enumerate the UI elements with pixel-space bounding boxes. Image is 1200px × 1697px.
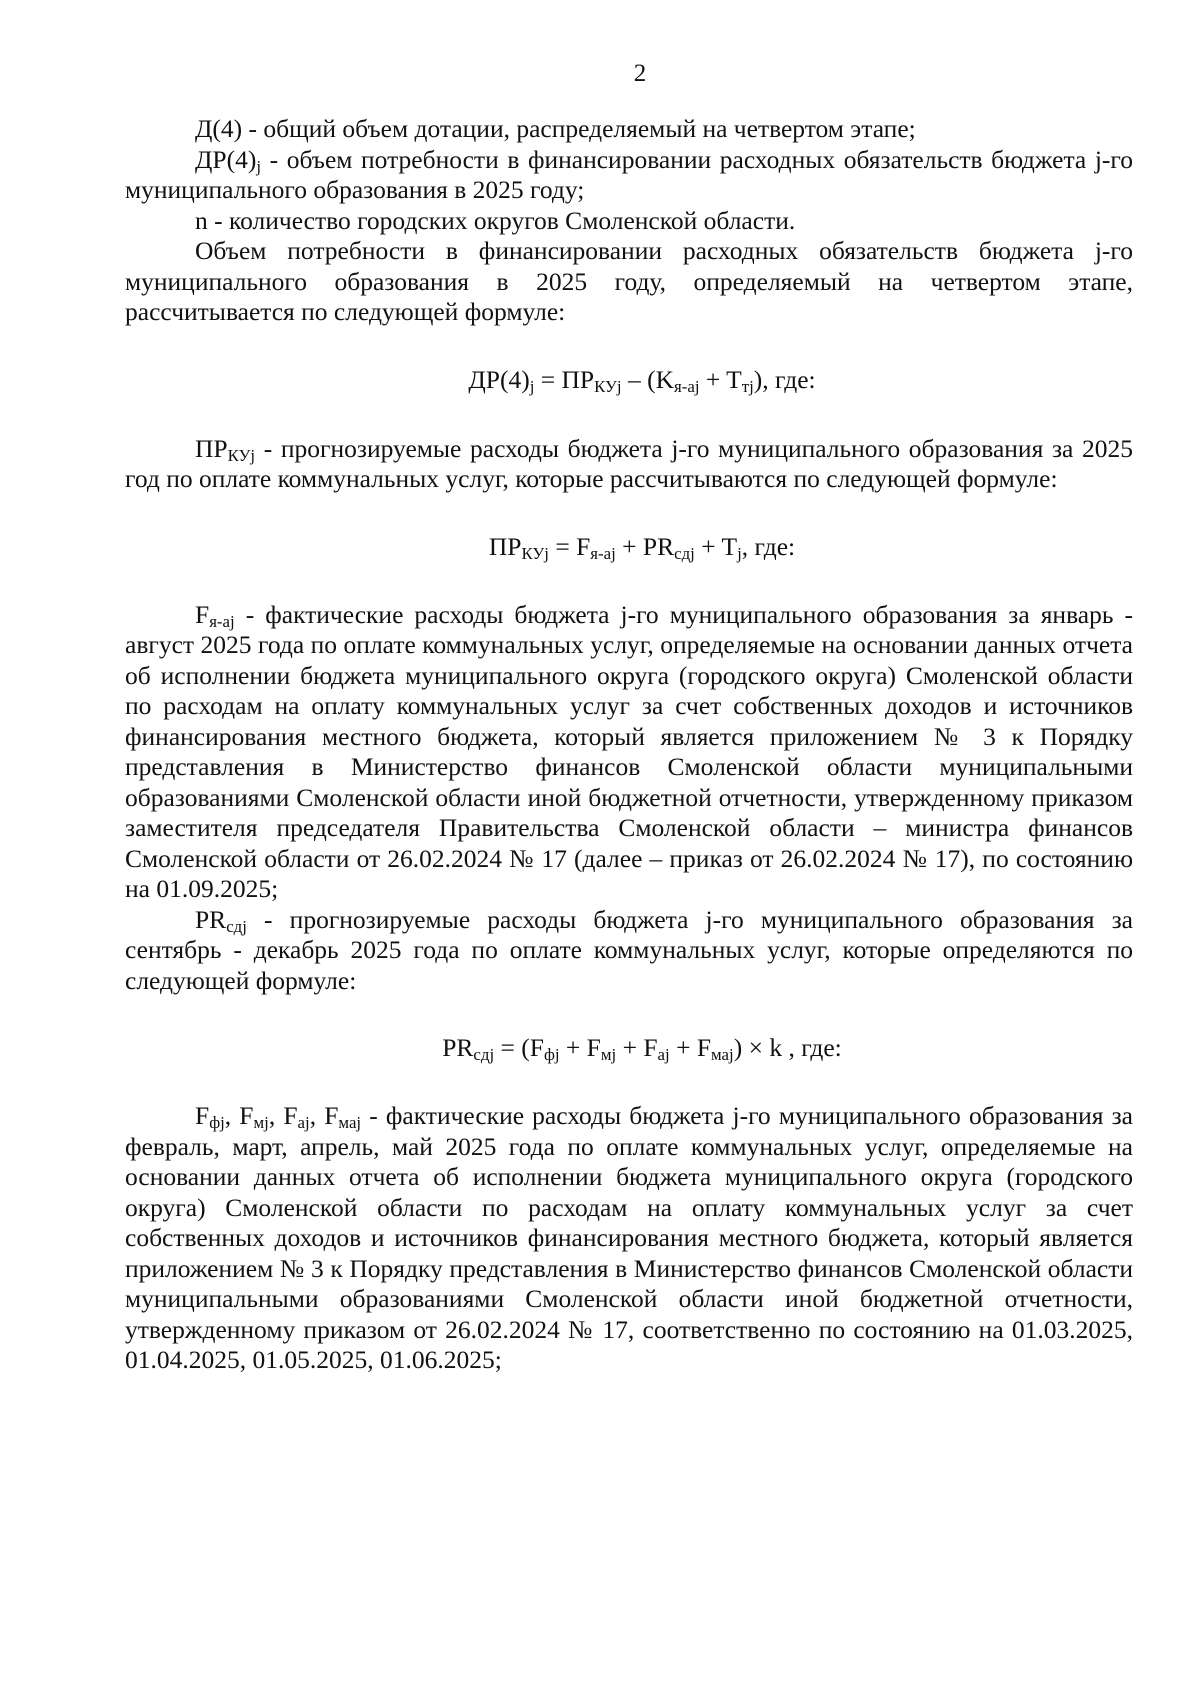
formula-prkuj: $ПР_{КУj} = F_{я-aj} + PR_{сдj} + T_j$, где: — [488, 531, 796, 563]
paragraph-f-monthly: $F_{фj}$, $F_{мj}$, $F_{aj}$, $F_{маj}$ - фактические расходы бюджета j-го муниципального образования за февраль, март, апрель, май 2025 года по оплате коммунальных услуг, определяемые на основании данных отчета об исполнении бюджета муниципального округа (городского округа) Смоленской области по расходам на оплату коммунальных услуг за счет собственных доходов и источников финансирования местного бюджета, который является приложением № 3 к Порядку представления в Министерство финансов Смоленской области муниципальными образованиями Смоленской области иной бюджетной отчетности, утвержденному приказом от 26.02.2024 № 17, соответственно по состоянию на 01.03.2025, 01.04.2025, 01.05.2025, 01.06.2025; — [125, 1101, 1134, 1374]
paragraph-n: n - количество городских округов Смоленской области. — [195, 205, 796, 235]
page-number: 2 — [633, 60, 647, 87]
paragraph-d4: Д(4) - общий объем дотации, распределяемый на четвертом этапе; — [195, 114, 916, 143]
paragraph-intro-formula1: Объем потребности в финансировании расходных обязательств бюджета j-го муниципального образования в 2025 году, определяемый на четвертом этапе, рассчитывается по следующей формуле: — [125, 236, 1133, 326]
paragraph-f-yaaj: $F_{я-aj}$ - фактические расходы бюджета j-го муниципального образования за январь - август 2025 года по оплате коммунальных услуг, определяемые на основании данных отчета об исполнении бюджета муниципального округа (городского округа) Смоленской области по расходам на оплату коммунальных услуг за счет собственных доходов и источников финансирования местного бюджета, который является приложением № 3 к Порядку представления в Министерство финансов Смоленской области муниципальными образованиями Смоленской области иной бюджетной отчетности, утвержденному приказом заместителя председателя Правительства Смоленской области – министра финансов Смоленской области от 26.02.2024 № 17 (далее – приказ от 26.02.2024 № 17), по состоянию на 01.09.2025; — [125, 599, 1133, 903]
formula-prsdj: $PR_{сдj} = (F_{фj} + F_{мj} + F_{aj} + F_{маj}) \times k$ , где: — [442, 1033, 842, 1065]
paragraph-prkuj: $ПР_{КУj}$ - прогнозируемые расходы бюджета j-го муниципального образования за 2025 год по оплате коммунальных услуг, которые рассчитываются по следующей формуле: — [125, 433, 1133, 493]
paragraph-prsdj: $PR_{сдj}$ - прогнозируемые расходы бюджета j-го муниципального образования за сентябрь - декабрь 2025 года по оплате коммунальных услуг, которые определяются по следующей формуле: — [125, 904, 1133, 995]
formula-dr4j: $ДР(4)_j = ПР_{КУj} - (K_{я-aj} + T_{тj})$, где: — [468, 364, 816, 396]
paragraph-dr4j: $ДР(4)_j$ - объем потребности в финансировании расходных обязательств бюджета j-го муниципального образования в 2025 году; — [125, 144, 1133, 204]
